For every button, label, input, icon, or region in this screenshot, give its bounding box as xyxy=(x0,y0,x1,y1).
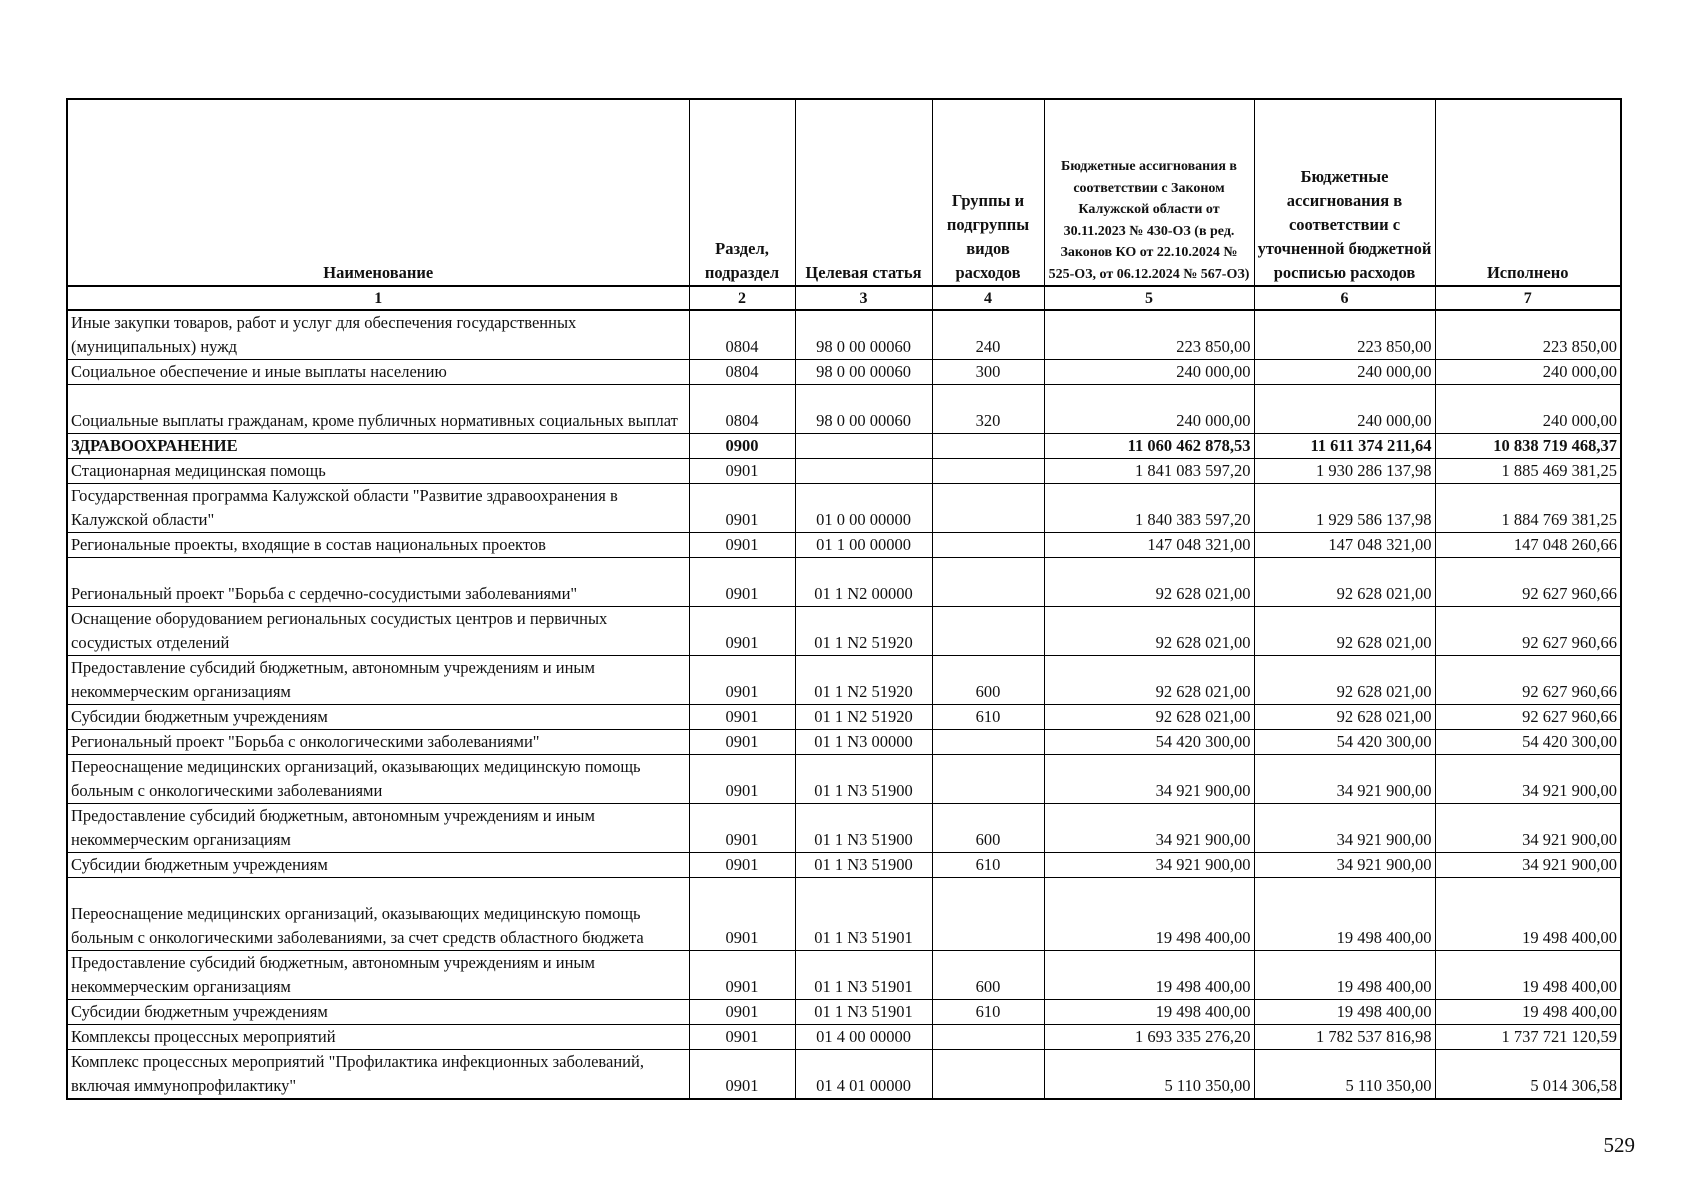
row-executed: 147 048 260,66 xyxy=(1435,533,1621,558)
column-number-row xyxy=(67,286,1621,310)
row-expense-group: 610 xyxy=(932,705,1044,730)
row-expense-group: 240 xyxy=(932,310,1044,360)
row-section: 0901 xyxy=(689,730,795,755)
row-law-allocation: 34 921 900,00 xyxy=(1044,804,1254,853)
row-plan-allocation: 19 498 400,00 xyxy=(1254,951,1435,1000)
row-law-allocation: 92 628 021,00 xyxy=(1044,656,1254,705)
header-executed: Исполнено xyxy=(1435,99,1621,286)
row-law-allocation: 19 498 400,00 xyxy=(1044,878,1254,951)
row-executed: 34 921 900,00 xyxy=(1435,804,1621,853)
row-plan-allocation: 54 420 300,00 xyxy=(1254,730,1435,755)
row-name: Региональный проект "Борьба с онкологическими заболеваниями" xyxy=(67,730,689,755)
header-law-allocations: Бюджетные ассигнования в соответствии с Законом Калужской области от 30.11.2023 № 430-ОЗ (в ред. Законов КО от 22.10.2024 № 525-ОЗ, от 06.12.2024 № 567-ОЗ) xyxy=(1044,99,1254,286)
column-number: 4 xyxy=(932,286,1044,310)
row-executed: 34 921 900,00 xyxy=(1435,853,1621,878)
row-section: 0901 xyxy=(689,755,795,804)
row-target-article: 98 0 00 00060 xyxy=(795,310,932,360)
table-row xyxy=(67,484,1621,533)
header-plan-allocations: Бюджетные ассигнования в соответствии с уточненной бюджетной росписью расходов xyxy=(1254,99,1435,286)
row-section: 0804 xyxy=(689,360,795,385)
row-name: ЗДРАВООХРАНЕНИЕ xyxy=(67,434,689,459)
header-expense-group: Группы и подгруппы видов расходов xyxy=(932,99,1044,286)
row-section: 0901 xyxy=(689,459,795,484)
row-executed: 5 014 306,58 xyxy=(1435,1050,1621,1100)
table-body xyxy=(67,310,1621,1099)
row-plan-allocation: 147 048 321,00 xyxy=(1254,533,1435,558)
row-expense-group xyxy=(932,1025,1044,1050)
table-row xyxy=(67,755,1621,804)
row-section: 0901 xyxy=(689,558,795,607)
row-law-allocation: 240 000,00 xyxy=(1044,360,1254,385)
table-row xyxy=(67,878,1621,951)
row-section: 0901 xyxy=(689,607,795,656)
row-plan-allocation: 223 850,00 xyxy=(1254,310,1435,360)
row-plan-allocation: 92 628 021,00 xyxy=(1254,607,1435,656)
row-name: Стационарная медицинская помощь xyxy=(67,459,689,484)
row-plan-allocation: 34 921 900,00 xyxy=(1254,804,1435,853)
row-expense-group xyxy=(932,459,1044,484)
row-section: 0804 xyxy=(689,310,795,360)
row-section: 0901 xyxy=(689,804,795,853)
table-row xyxy=(67,434,1621,459)
row-executed: 240 000,00 xyxy=(1435,385,1621,434)
row-target-article: 01 4 00 00000 xyxy=(795,1025,932,1050)
row-name: Предоставление субсидий бюджетным, автономным учреждениям и иным некоммерческим организациям xyxy=(67,804,689,853)
row-expense-group: 300 xyxy=(932,360,1044,385)
row-law-allocation: 147 048 321,00 xyxy=(1044,533,1254,558)
row-plan-allocation: 34 921 900,00 xyxy=(1254,755,1435,804)
row-expense-group: 320 xyxy=(932,385,1044,434)
row-executed: 240 000,00 xyxy=(1435,360,1621,385)
row-expense-group: 600 xyxy=(932,656,1044,705)
row-target-article: 01 1 N2 51920 xyxy=(795,607,932,656)
row-name: Переоснащение медицинских организаций, оказывающих медицинскую помощь больным с онкологическими заболеваниями, за счет средств областного бюджета xyxy=(67,878,689,951)
row-expense-group xyxy=(932,755,1044,804)
row-plan-allocation: 240 000,00 xyxy=(1254,385,1435,434)
row-expense-group: 610 xyxy=(932,853,1044,878)
row-name: Государственная программа Калужской области "Развитие здравоохранения в Калужской области" xyxy=(67,484,689,533)
row-target-article: 01 0 00 00000 xyxy=(795,484,932,533)
row-plan-allocation: 92 628 021,00 xyxy=(1254,705,1435,730)
row-name: Региональный проект "Борьба с сердечно-сосудистыми заболеваниями" xyxy=(67,558,689,607)
row-law-allocation: 240 000,00 xyxy=(1044,385,1254,434)
row-executed: 34 921 900,00 xyxy=(1435,755,1621,804)
row-target-article: 01 1 N2 51920 xyxy=(795,705,932,730)
row-law-allocation: 92 628 021,00 xyxy=(1044,607,1254,656)
row-name: Комплекс процессных мероприятий "Профилактика инфекционных заболеваний, включая иммунопрофилактику" xyxy=(67,1050,689,1100)
row-plan-allocation: 19 498 400,00 xyxy=(1254,878,1435,951)
row-law-allocation: 92 628 021,00 xyxy=(1044,705,1254,730)
table-row xyxy=(67,705,1621,730)
row-executed: 19 498 400,00 xyxy=(1435,1000,1621,1025)
row-plan-allocation: 34 921 900,00 xyxy=(1254,853,1435,878)
row-expense-group xyxy=(932,558,1044,607)
row-law-allocation: 19 498 400,00 xyxy=(1044,1000,1254,1025)
row-law-allocation: 11 060 462 878,53 xyxy=(1044,434,1254,459)
row-target-article xyxy=(795,434,932,459)
row-law-allocation: 1 693 335 276,20 xyxy=(1044,1025,1254,1050)
row-plan-allocation: 5 110 350,00 xyxy=(1254,1050,1435,1100)
row-executed: 54 420 300,00 xyxy=(1435,730,1621,755)
row-executed: 1 885 469 381,25 xyxy=(1435,459,1621,484)
row-plan-allocation: 1 929 586 137,98 xyxy=(1254,484,1435,533)
row-section: 0900 xyxy=(689,434,795,459)
row-law-allocation: 54 420 300,00 xyxy=(1044,730,1254,755)
column-number: 5 xyxy=(1044,286,1254,310)
row-plan-allocation: 19 498 400,00 xyxy=(1254,1000,1435,1025)
row-section: 0901 xyxy=(689,705,795,730)
table-row xyxy=(67,558,1621,607)
header-section: Раздел, подраздел xyxy=(689,99,795,286)
row-expense-group xyxy=(932,878,1044,951)
row-expense-group xyxy=(932,730,1044,755)
row-name: Субсидии бюджетным учреждениям xyxy=(67,853,689,878)
row-plan-allocation: 11 611 374 211,64 xyxy=(1254,434,1435,459)
row-law-allocation: 1 841 083 597,20 xyxy=(1044,459,1254,484)
table-row xyxy=(67,533,1621,558)
row-executed: 1 737 721 120,59 xyxy=(1435,1025,1621,1050)
row-section: 0901 xyxy=(689,951,795,1000)
table-row xyxy=(67,1000,1621,1025)
row-target-article: 98 0 00 00060 xyxy=(795,385,932,434)
row-expense-group xyxy=(932,533,1044,558)
row-expense-group xyxy=(932,607,1044,656)
row-expense-group: 610 xyxy=(932,1000,1044,1025)
row-plan-allocation: 1 930 286 137,98 xyxy=(1254,459,1435,484)
page-number: 529 xyxy=(1603,1133,1635,1157)
table-row xyxy=(67,385,1621,434)
row-section: 0901 xyxy=(689,1000,795,1025)
header-row xyxy=(67,99,1621,286)
header-name: Наименование xyxy=(67,99,689,286)
row-plan-allocation: 240 000,00 xyxy=(1254,360,1435,385)
table-row xyxy=(67,360,1621,385)
row-executed: 92 627 960,66 xyxy=(1435,607,1621,656)
row-plan-allocation: 1 782 537 816,98 xyxy=(1254,1025,1435,1050)
row-executed: 19 498 400,00 xyxy=(1435,951,1621,1000)
row-name: Социальные выплаты гражданам, кроме публичных нормативных социальных выплат xyxy=(67,385,689,434)
row-expense-group xyxy=(932,484,1044,533)
row-law-allocation: 223 850,00 xyxy=(1044,310,1254,360)
column-number: 3 xyxy=(795,286,932,310)
row-name: Переоснащение медицинских организаций, оказывающих медицинскую помощь больным с онкологическими заболеваниями xyxy=(67,755,689,804)
column-number: 2 xyxy=(689,286,795,310)
row-target-article: 01 1 N3 51900 xyxy=(795,755,932,804)
row-executed: 92 627 960,66 xyxy=(1435,656,1621,705)
row-executed: 1 884 769 381,25 xyxy=(1435,484,1621,533)
row-target-article: 01 1 N3 51901 xyxy=(795,878,932,951)
table-row xyxy=(67,310,1621,360)
budget-table-container xyxy=(66,98,1622,1100)
row-plan-allocation: 92 628 021,00 xyxy=(1254,656,1435,705)
row-target-article: 01 1 N3 00000 xyxy=(795,730,932,755)
row-section: 0901 xyxy=(689,656,795,705)
row-law-allocation: 5 110 350,00 xyxy=(1044,1050,1254,1100)
row-section: 0901 xyxy=(689,1050,795,1100)
row-law-allocation: 1 840 383 597,20 xyxy=(1044,484,1254,533)
budget-table xyxy=(66,98,1622,1100)
row-target-article: 01 1 N2 51920 xyxy=(795,656,932,705)
row-target-article: 01 1 N3 51901 xyxy=(795,1000,932,1025)
row-name: Субсидии бюджетным учреждениям xyxy=(67,705,689,730)
row-section: 0901 xyxy=(689,878,795,951)
row-section: 0804 xyxy=(689,385,795,434)
row-target-article: 01 4 01 00000 xyxy=(795,1050,932,1100)
row-section: 0901 xyxy=(689,853,795,878)
row-target-article: 01 1 N3 51900 xyxy=(795,853,932,878)
column-number: 6 xyxy=(1254,286,1435,310)
table-row xyxy=(67,459,1621,484)
row-law-allocation: 34 921 900,00 xyxy=(1044,755,1254,804)
row-name: Субсидии бюджетным учреждениям xyxy=(67,1000,689,1025)
row-law-allocation: 92 628 021,00 xyxy=(1044,558,1254,607)
row-expense-group: 600 xyxy=(932,804,1044,853)
row-executed: 19 498 400,00 xyxy=(1435,878,1621,951)
row-law-allocation: 19 498 400,00 xyxy=(1044,951,1254,1000)
row-executed: 10 838 719 468,37 xyxy=(1435,434,1621,459)
table-row xyxy=(67,607,1621,656)
table-row xyxy=(67,804,1621,853)
row-name: Комплексы процессных мероприятий xyxy=(67,1025,689,1050)
row-target-article: 98 0 00 00060 xyxy=(795,360,932,385)
table-row xyxy=(67,1050,1621,1100)
row-target-article: 01 1 N3 51901 xyxy=(795,951,932,1000)
table-row xyxy=(67,1025,1621,1050)
row-name: Оснащение оборудованием региональных сосудистых центров и первичных сосудистых отделений xyxy=(67,607,689,656)
row-target-article: 01 1 N3 51900 xyxy=(795,804,932,853)
row-target-article: 01 1 00 00000 xyxy=(795,533,932,558)
row-name: Предоставление субсидий бюджетным, автономным учреждениям и иным некоммерческим организациям xyxy=(67,951,689,1000)
row-executed: 223 850,00 xyxy=(1435,310,1621,360)
row-name: Предоставление субсидий бюджетным, автономным учреждениям и иным некоммерческим организациям xyxy=(67,656,689,705)
row-name: Социальное обеспечение и иные выплаты населению xyxy=(67,360,689,385)
table-row xyxy=(67,656,1621,705)
column-number: 1 xyxy=(67,286,689,310)
table-row xyxy=(67,853,1621,878)
row-section: 0901 xyxy=(689,1025,795,1050)
row-executed: 92 627 960,66 xyxy=(1435,558,1621,607)
row-target-article xyxy=(795,459,932,484)
row-target-article: 01 1 N2 00000 xyxy=(795,558,932,607)
table-row xyxy=(67,730,1621,755)
row-expense-group: 600 xyxy=(932,951,1044,1000)
row-expense-group xyxy=(932,434,1044,459)
row-name: Региональные проекты, входящие в состав национальных проектов xyxy=(67,533,689,558)
row-section: 0901 xyxy=(689,484,795,533)
row-plan-allocation: 92 628 021,00 xyxy=(1254,558,1435,607)
column-number: 7 xyxy=(1435,286,1621,310)
row-law-allocation: 34 921 900,00 xyxy=(1044,853,1254,878)
row-expense-group xyxy=(932,1050,1044,1100)
row-executed: 92 627 960,66 xyxy=(1435,705,1621,730)
row-name: Иные закупки товаров, работ и услуг для обеспечения государственных (муниципальных) нужд xyxy=(67,310,689,360)
row-section: 0901 xyxy=(689,533,795,558)
table-row xyxy=(67,951,1621,1000)
header-target-article: Целевая статья xyxy=(795,99,932,286)
